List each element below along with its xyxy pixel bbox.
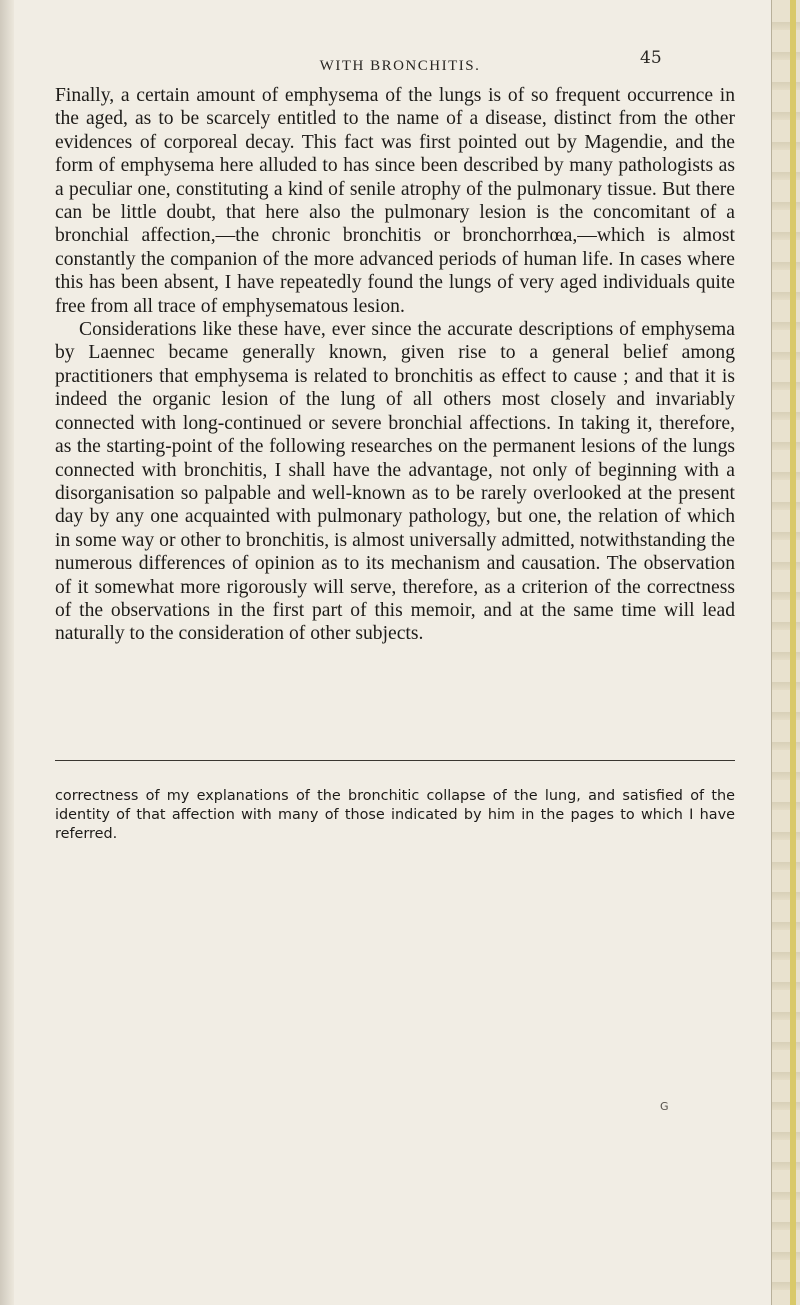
page-right-edge (771, 0, 800, 1305)
main-text (55, 84, 735, 646)
page-number: 45 (640, 48, 662, 68)
footnote-rule (55, 760, 735, 761)
paragraph-1: Finally, a certain amount of emphysema of the lungs is of so frequent occurrence in the aged, as to be scarcely entitled to the name of a disease, distinct from the other evidences of corporeal decay. This fact was first pointed out by Magendie, and the form of emphysema here alluded to has since been described by many pathologists as a peculiar one, constituting a kind of senile atrophy of the pulmonary tissue. But there can be little doubt, that here also the pulmonary lesion is the concomitant of a bronchial affection,—the chronic bronchitis or bronchorrhœa,—which is almost constantly the companion of the more advanced periods of human life. In cases where this has been absent, I have repeatedly found the lungs of very aged individuals quite free from all trace of emphysematous lesion. (55, 85, 735, 317)
paragraph-2: Considerations like these have, ever since the accurate descriptions of emphysema by Laennec became generally known, given rise to a general belief among practitioners that emphysema is related to bronchitis as effect to cause ; and that it is indeed the organic lesion of the lung of all others most closely and invariably connected with long-continued or severe bronchial affections. In taking it, therefore, as the starting-point of the following researches on the permanent lesions of the lungs connected with bronchitis, I shall have the advantage, not only of beginning with a disorganisation so palpable and well-known as to be rarely overlooked at the present day by any one acquainted with pulmonary pathology, but one, the relation of which in some way or other to bronchitis, is almost universally admitted, notwithstanding the numerous differences of opinion as to its mechanism and causation. The observation of it somewhat more rigorously will serve, therefore, as a criterion of the correctness of the observations in the first part of this memoir, and at the same time will lead naturally to the consideration of other subjects. (55, 319, 735, 645)
footnote: correctness of my explanations of the bronchitic collapse of the lung, and satisfied of the identity of that affection with many of those indicated by him in the pages to which I have referred. (55, 788, 735, 842)
book-edge-tab (790, 0, 796, 1305)
signature-mark: G (660, 1100, 669, 1113)
page-left-edge (0, 0, 14, 1305)
running-head: WITH BRONCHITIS. (319, 58, 481, 74)
